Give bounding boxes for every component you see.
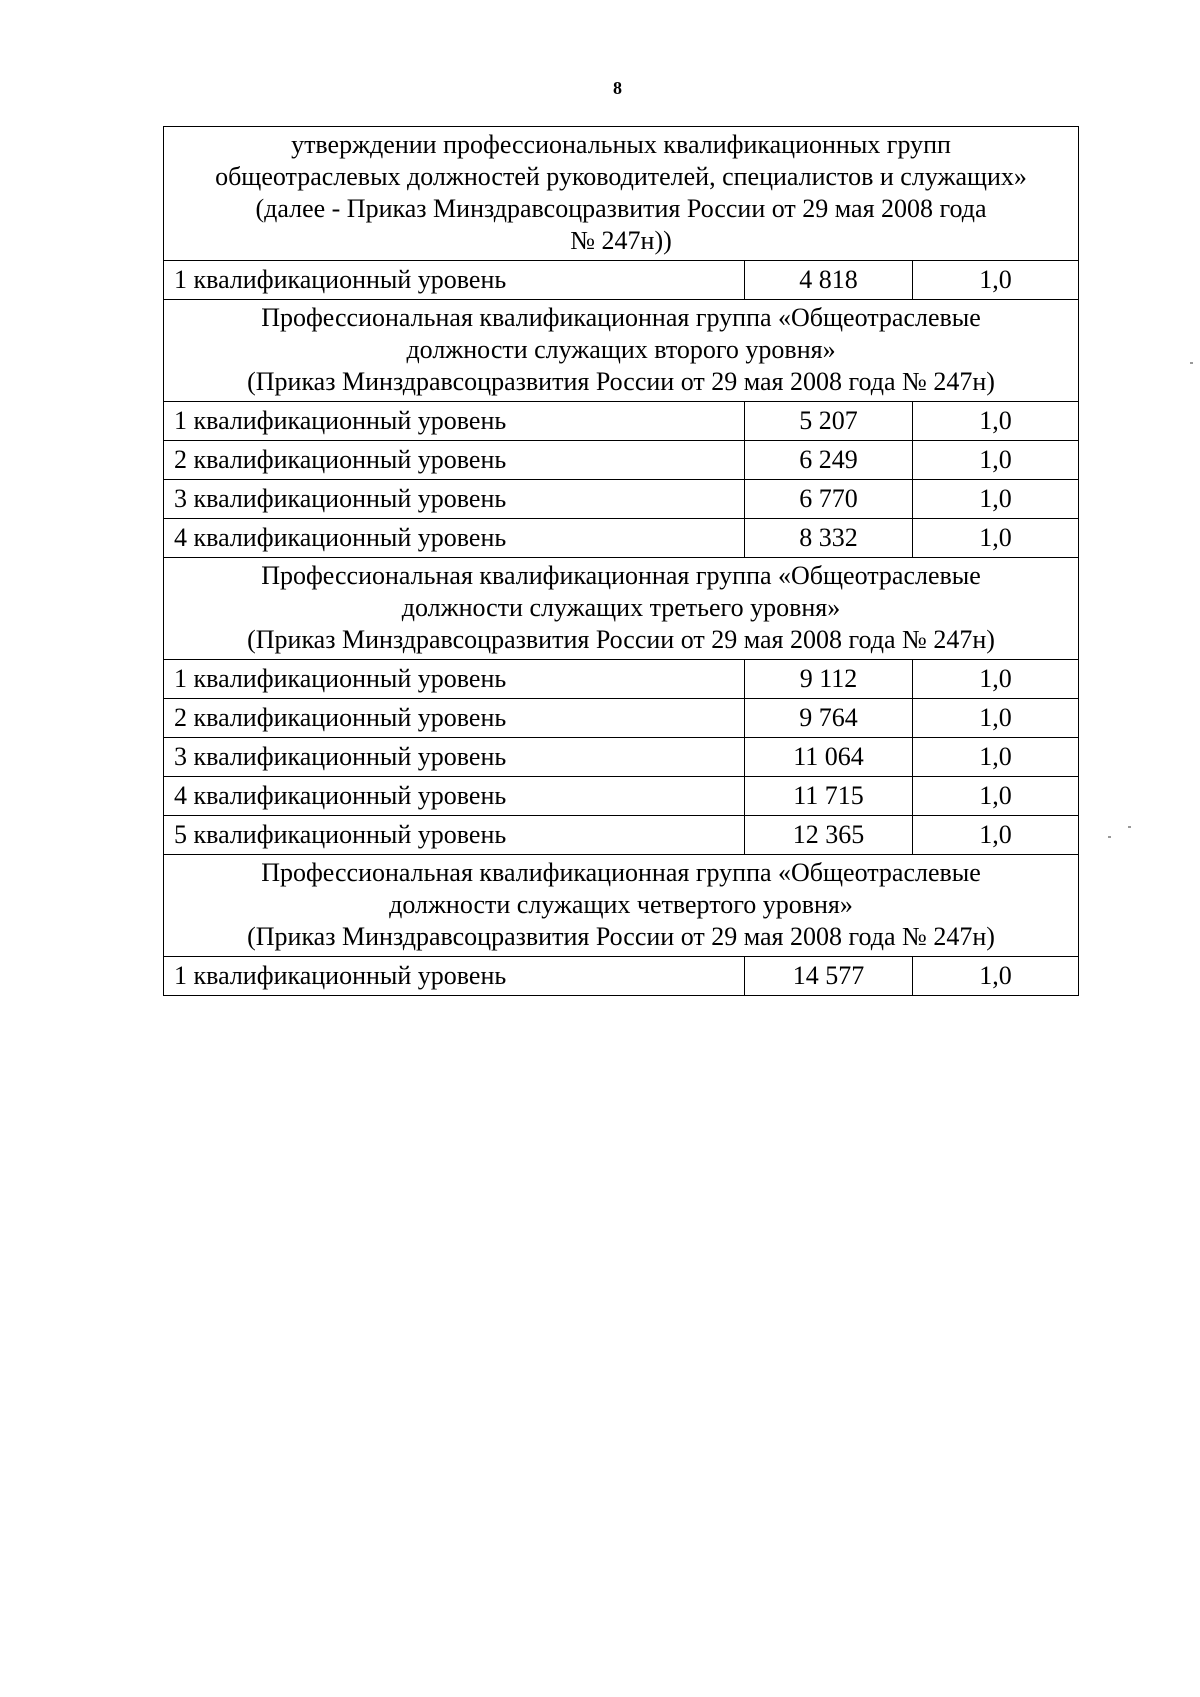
coefficient-cell: 1,0: [913, 957, 1079, 996]
table-row: [164, 660, 1079, 699]
group-header-line: утверждении профессиональных квалификационных групп: [291, 130, 951, 159]
salary-cell: 6 249: [745, 441, 913, 480]
salary-cell: 11 064: [745, 738, 913, 777]
level-cell: 5 квалификационный уровень: [164, 816, 745, 855]
salary-cell: 12 365: [745, 816, 913, 855]
level-cell: 2 квалификационный уровень: [164, 699, 745, 738]
level-cell: 2 квалификационный уровень: [164, 441, 745, 480]
group-header: [164, 855, 1079, 957]
group-header-line: (Приказ Минздравсоцразвития России от 29 мая 2008 года № 247н): [247, 922, 995, 951]
salary-cell: 9 112: [745, 660, 913, 699]
salary-cell: 11 715: [745, 777, 913, 816]
coefficient-cell: 1,0: [913, 519, 1079, 558]
coefficient-cell: 1,0: [913, 738, 1079, 777]
group-header-row: [164, 300, 1079, 402]
group-header-line: № 247н)): [570, 226, 672, 255]
group-header-line: Профессиональная квалификационная группа «Общеотраслевые: [261, 561, 981, 590]
salary-cell: 4 818: [745, 261, 913, 300]
group-header: [164, 558, 1079, 660]
table-row: [164, 957, 1079, 996]
group-header-row: [164, 127, 1079, 261]
level-cell: 3 квалификационный уровень: [164, 480, 745, 519]
salary-cell: 14 577: [745, 957, 913, 996]
group-header-line: (далее - Приказ Минздравсоцразвития России от 29 мая 2008 года: [255, 194, 987, 223]
level-cell: 4 квалификационный уровень: [164, 519, 745, 558]
group-header-line: Профессиональная квалификационная группа «Общеотраслевые: [261, 303, 981, 332]
scan-speck: [1128, 826, 1131, 828]
coefficient-cell: 1,0: [913, 480, 1079, 519]
table-row: [164, 441, 1079, 480]
table-row: [164, 738, 1079, 777]
coefficient-cell: 1,0: [913, 777, 1079, 816]
page-number: 8: [613, 78, 622, 98]
group-header-line: общеотраслевых должностей руководителей, специалистов и служащих»: [215, 162, 1027, 191]
table-row: [164, 261, 1079, 300]
table-row: [164, 480, 1079, 519]
level-cell: 1 квалификационный уровень: [164, 957, 745, 996]
group-header-row: [164, 855, 1079, 957]
level-cell: 1 квалификационный уровень: [164, 660, 745, 699]
group-header-line: должности служащих третьего уровня»: [401, 593, 841, 622]
table-row: [164, 699, 1079, 738]
group-header-line: Профессиональная квалификационная группа «Общеотраслевые: [261, 858, 981, 887]
group-header: [164, 300, 1079, 402]
salary-cell: 5 207: [745, 402, 913, 441]
salary-cell: 8 332: [745, 519, 913, 558]
level-cell: 3 квалификационный уровень: [164, 738, 745, 777]
level-cell: 4 квалификационный уровень: [164, 777, 745, 816]
table-row: [164, 816, 1079, 855]
group-header-line: должности служащих второго уровня»: [406, 335, 836, 364]
coefficient-cell: 1,0: [913, 402, 1079, 441]
group-header-line: должности служащих четвертого уровня»: [389, 890, 853, 919]
group-header-line: (Приказ Минздравсоцразвития России от 29 мая 2008 года № 247н): [247, 367, 995, 396]
group-header: [164, 127, 1079, 261]
coefficient-cell: 1,0: [913, 816, 1079, 855]
salary-cell: 6 770: [745, 480, 913, 519]
coefficient-cell: 1,0: [913, 699, 1079, 738]
coefficient-cell: 1,0: [913, 660, 1079, 699]
level-cell: 1 квалификационный уровень: [164, 402, 745, 441]
salary-cell: 9 764: [745, 699, 913, 738]
table-row: [164, 402, 1079, 441]
scan-speck: [1108, 836, 1111, 838]
table-row: [164, 519, 1079, 558]
level-cell: 1 квалификационный уровень: [164, 261, 745, 300]
group-header-line: (Приказ Минздравсоцразвития России от 29 мая 2008 года № 247н): [247, 625, 995, 654]
coefficient-cell: 1,0: [913, 261, 1079, 300]
scan-speck: [1190, 362, 1193, 364]
coefficient-cell: 1,0: [913, 441, 1079, 480]
group-header-row: [164, 558, 1079, 660]
table-row: [164, 777, 1079, 816]
qualification-table: [163, 126, 1079, 996]
